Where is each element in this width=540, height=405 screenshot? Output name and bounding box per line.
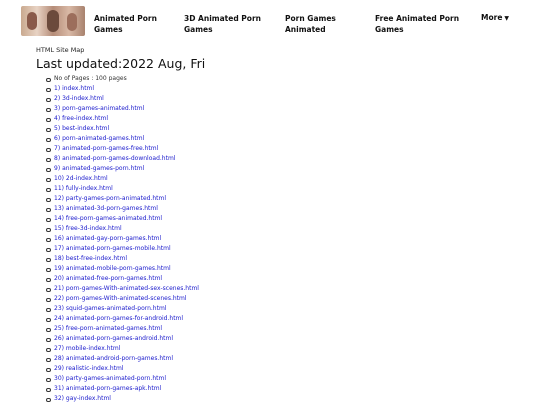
- page-link[interactable]: 8) animated-porn-games-download.html: [54, 155, 176, 162]
- page-link[interactable]: 29) realistic-index.html: [54, 365, 124, 372]
- page-link[interactable]: 12) party-games-porn-animated.html: [54, 195, 167, 202]
- list-item: [46, 94, 536, 104]
- page-link[interactable]: 14) free-porn-games-animated.html: [54, 215, 163, 222]
- list-item: [46, 84, 536, 94]
- page-link[interactable]: 11) fully-index.html: [54, 185, 113, 192]
- page-link[interactable]: 22) porn-games-With-animated-scenes.html: [54, 295, 187, 302]
- nav-link-free-animated-porn-games[interactable]: Free Animated Porn Games: [375, 14, 460, 34]
- page-link[interactable]: 15) free-3d-index.html: [54, 225, 122, 232]
- page-link[interactable]: 23) squid-games-animated-porn.html: [54, 305, 167, 312]
- list-item: [46, 394, 536, 404]
- list-item: [46, 294, 536, 304]
- page-link[interactable]: 21) porn-games-With-animated-sex-scenes.html: [54, 285, 199, 292]
- page-link[interactable]: 17) animated-porn-games-mobile.html: [54, 245, 171, 252]
- nav-more-dropdown[interactable]: [481, 13, 509, 22]
- list-item: [46, 134, 536, 144]
- list-item: [46, 244, 536, 254]
- list-item: [46, 354, 536, 364]
- page-link[interactable]: 7) animated-porn-games-free.html: [54, 145, 159, 152]
- main-content: [36, 46, 536, 404]
- nav-link-3d-animated-porn-games[interactable]: 3D Animated Porn Games: [184, 14, 261, 34]
- list-item: [46, 364, 536, 374]
- list-item: [46, 334, 536, 344]
- page-link[interactable]: 9) animated-games-porn.html: [54, 165, 145, 172]
- top-navbar: [0, 0, 540, 42]
- list-item: [46, 164, 536, 174]
- page-link[interactable]: 30) party-games-animated-porn.html: [54, 375, 167, 382]
- list-item: [46, 214, 536, 224]
- page-link[interactable]: 10) 2d-index.html: [54, 175, 108, 182]
- list-item: [46, 314, 536, 324]
- page-link[interactable]: 20) animated-free-porn-games.html: [54, 275, 163, 282]
- list-item: [46, 204, 536, 214]
- list-item: [46, 264, 536, 274]
- page-link[interactable]: 2) 3d-index.html: [54, 95, 104, 102]
- page-link[interactable]: 19) animated-mobile-porn-games.html: [54, 265, 171, 272]
- page-link[interactable]: 4) free-index.html: [54, 115, 109, 122]
- list-item: [46, 374, 536, 384]
- page-link[interactable]: 32) gay-index.html: [54, 395, 111, 402]
- list-item: [46, 124, 536, 134]
- page-link[interactable]: 5) best-index.html: [54, 125, 110, 132]
- page-link[interactable]: 13) animated-3d-porn-games.html: [54, 205, 158, 212]
- list-item: [46, 384, 536, 394]
- page-link[interactable]: 16) animated-gay-porn-games.html: [54, 235, 162, 242]
- nav-link-porn-games-animated[interactable]: Porn Games Animated: [285, 14, 336, 34]
- list-item: [46, 154, 536, 164]
- list-item: [46, 184, 536, 194]
- page-link[interactable]: 26) animated-porn-games-android.html: [54, 335, 174, 342]
- list-item: [46, 194, 536, 204]
- page-link[interactable]: 24) animated-porn-games-for-android.html: [54, 315, 184, 322]
- nav-link-animated-porn-games[interactable]: Animated Porn Games: [94, 14, 157, 34]
- list-item: [46, 274, 536, 284]
- page-link[interactable]: 27) mobile-index.html: [54, 345, 121, 352]
- page-count: No of Pages : 100 pages: [46, 74, 536, 84]
- list-item: [46, 284, 536, 294]
- site-map-label: HTML Site Map: [36, 46, 85, 54]
- page-link[interactable]: 18) best-free-index.html: [54, 255, 128, 262]
- page-link[interactable]: 28) animated-android-porn-games.html: [54, 355, 174, 362]
- list-item: [46, 174, 536, 184]
- nav-more-label: More: [481, 13, 503, 22]
- list-item: [46, 344, 536, 354]
- page-link[interactable]: 1) index.html: [54, 85, 95, 92]
- site-logo[interactable]: [21, 6, 85, 36]
- chevron-down-icon: ▼: [504, 15, 510, 22]
- list-item: [46, 144, 536, 154]
- list-item: [46, 104, 536, 114]
- list-item: [46, 234, 536, 244]
- page-title: Last updated:2022 Aug, Fri: [36, 56, 206, 71]
- page-link[interactable]: 3) porn-games-animated.html: [54, 105, 145, 112]
- page-link[interactable]: 25) free-porn-animated-games.html: [54, 325, 163, 332]
- page-link[interactable]: 6) porn-animated-games.html: [54, 135, 145, 142]
- page-link[interactable]: 31) animated-porn-games-apk.html: [54, 385, 162, 392]
- list-item: [46, 114, 536, 124]
- list-item: [46, 324, 536, 334]
- page-list: [36, 74, 536, 404]
- list-item: [46, 304, 536, 314]
- list-item: [46, 224, 536, 234]
- list-item: [46, 254, 536, 264]
